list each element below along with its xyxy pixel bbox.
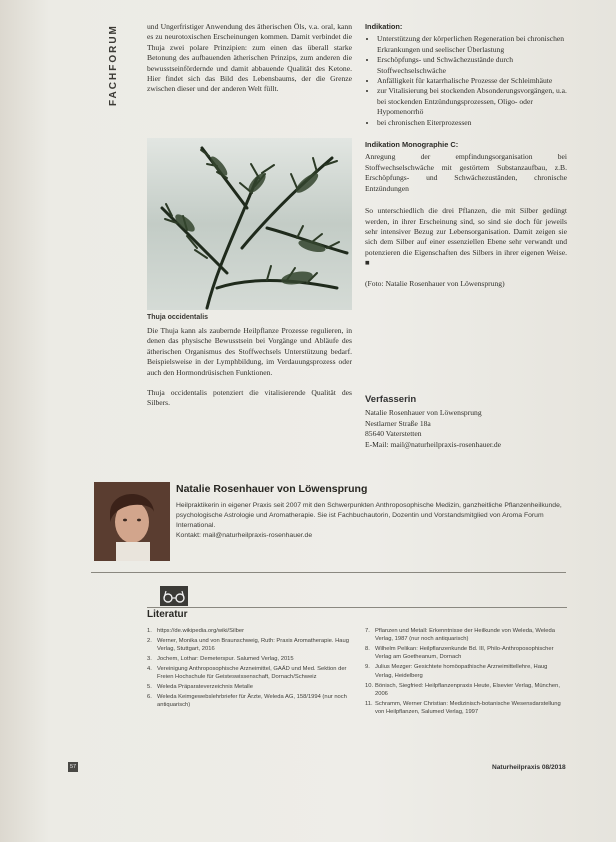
list-item: • bei chronischen Eiterprozessen	[377, 118, 567, 128]
left-column-body	[147, 326, 352, 409]
thuja-photo	[147, 138, 352, 310]
list-item: • Erschöpfungs- und Schwächezustände durch Stoffwechselschwäche	[377, 55, 567, 76]
divider	[91, 572, 566, 573]
literature-item: 9. Julius Mezger: Gesichtete homöopathische Arzneimittellehre, Haug Verlag, Heidelberg	[365, 664, 548, 679]
photo-caption: Thuja occidentalis	[147, 314, 209, 321]
monographie-text: Anregung der empfindungsorganisation bei Stoffwechselschwäche mit gestörtem Substanzaufbau, z.B. Erschöpfungs- und Schwächezuständen, chronische Entzündungen	[365, 152, 567, 193]
verfasserin-email[interactable]: E-Mail: mail@naturheilpraxis-rosenhauer.de	[365, 439, 502, 449]
verfasserin-street: Nestlarner Straße 18a	[365, 418, 431, 428]
author-photo	[94, 482, 170, 561]
verfasserin-heading: Verfasserin	[365, 394, 417, 405]
section-label: FACHFORUM	[108, 24, 119, 106]
end-mark-icon: ■	[365, 258, 370, 268]
literature-item: 4. Vereinigung Anthroposophische Arzneimittel, GAÄD und Med. Sektion der Freien Hochschule für Geisteswissenschaft, Dornach/Schweiz	[147, 665, 347, 681]
thuja-paragraph: Die Thuja kann als zaubernde Heilpflanze Prozesse regulieren, in denen das physische Bewusstsein bei Vorgänge und Abläufe des ätherischen Organismus des Stoffwechsels Unterstützung bedarf. Beispielsweise in der Lymphbildung, im Verdauungsprozess oder auch den Hormondrüsischen Funktionen.	[147, 326, 352, 377]
indikation-heading: Indikation:	[365, 22, 403, 31]
photo-credit: (Foto: Natalie Rosenhauer von Löwensprung)	[365, 278, 505, 288]
author-bio	[91, 478, 566, 568]
literature-list-right	[365, 627, 567, 718]
silver-paragraph: So unterschiedlich die drei Pflanzen, die mit Silber gedüngt werden, in ihrer Erscheinung sind, so sind sie doch für jeweils sehr intensiver Bezug zur Lebensorganisation. Damit zeigen sie sich dem Silber auf einer essenziellen Ebene sehr verwandt und potenzieren die Eigenschaften des Silbers in ihrer eigenen Weise. ■	[365, 206, 567, 268]
literature-item: 7. Pflanzen und Metall: Erkenntnisse der Heilkunde von Weleda, Weleda Verlag, 1987 (nur noch antiquarisch)	[365, 628, 555, 643]
thuja-summary-paragraph: Thuja occidentalis potenziert die vitalisierende Qualität des Silbers.	[147, 388, 352, 408]
literature-item: 10. Bönisch, Siegfried: Heilpflanzenpraxis Heute, Elsevier Verlag, München, 2006	[365, 682, 560, 697]
author-portrait	[94, 482, 170, 561]
list-item: • zur Vitalisierung bei stockenden Absonderungsvorgängen, u.a. bei stockenden Entzündungsprozessen, Oligo- oder Hypomenorrhö	[377, 86, 567, 117]
author-name: Natalie Rosenhauer von Löwensprung	[176, 483, 368, 495]
page-number: 57	[69, 764, 77, 770]
literature-item: 11. Schramm, Werner Christian: Medizinisch-botanische Wesensdarstellung von Heilpflanzen, Salumed Verlag, 1997	[365, 700, 561, 716]
monographie-heading: Indikation Monographie C:	[365, 140, 459, 150]
right-column	[365, 22, 567, 289]
intro-paragraph: und Ungerfristiger Anwendung des ätherischen Öls, v.a. oral, kann es zu neurotoxischen Erscheinungen kommen. Damit verbindet die Thuja zwei polare Prinzipien: zum einen das überall starke Betonung des aufbauenden ätherischen Prinzips, zum anderen die bewusstseinfördernde und damit abbauende Qualität des Ketone. Hier findet sich das Bild des Lebensbaums, der die Grenze zwischen dieser und der anderen Welt füllt.	[147, 22, 352, 94]
literature-divider	[147, 607, 567, 608]
literature-heading: Literatur	[147, 609, 188, 620]
verfasserin-city: 85640 Vaterstetten	[365, 429, 422, 439]
literature-list-left	[147, 627, 352, 711]
author-contact[interactable]: Kontakt: mail@naturheilpraxis-rosenhauer.de	[176, 532, 313, 539]
literature-item: 8. Wilhelm Pelikan: Heilpflanzenkunde Bd. III, Philo-Anthroposophischer Verlag am Goetheanum, Dornach	[365, 646, 554, 661]
literature-item: 6. Weleda Keimgewebslehrbriefer für Ärzte, Weleda AG, 158/1994 (nur noch antiquarisch)	[147, 694, 347, 709]
literature-item: 2. Werner, Monika und von Braunschweig, Ruth: Praxis Aromatherapie. Haug Verlag, Stuttgart, 2016	[147, 637, 349, 653]
list-item: • Anfälligkeit für katarrhalische Prozesse der Schleimhäute	[377, 76, 567, 86]
author-bio-text: Heilpraktikerin in eigener Praxis seit 2007 mit den Schwerpunkten Anthroposophische Medizin, ganzheitliche Pflanzenheilkunde, psychologische Astrologie und Aromatherapie. Sie ist Fachbuchautorin, Dozentin und Vorstandsmitglied von Aroma Forum International. Kontakt: mail@naturheilpraxis-rosenhauer.de	[176, 501, 566, 541]
glasses-icon	[160, 586, 188, 606]
verfasserin-block	[365, 395, 567, 450]
footer-issue: Naturheilpraxis 08/2018	[492, 764, 566, 771]
left-column-intro	[147, 22, 352, 95]
verfasserin-name: Natalie Rosenhauer von Löwensprung	[365, 408, 482, 418]
literature-item: 1. https://de.wikipedia.org/wiki/Silber	[147, 628, 244, 634]
literature-item: 3. Jochem, Lothar: Demeterspur. Salumed Verlag, 2015	[147, 656, 294, 663]
indikation-list	[365, 34, 567, 128]
list-item: • Unterstützung der körperlichen Regeneration bei chronischen Erkrankungen und seelischer Überlastung	[377, 34, 567, 55]
thuja-branch-illustration	[147, 138, 352, 310]
literature-item: 5. Weleda Präparateverzeichnis Metalle	[147, 684, 253, 691]
